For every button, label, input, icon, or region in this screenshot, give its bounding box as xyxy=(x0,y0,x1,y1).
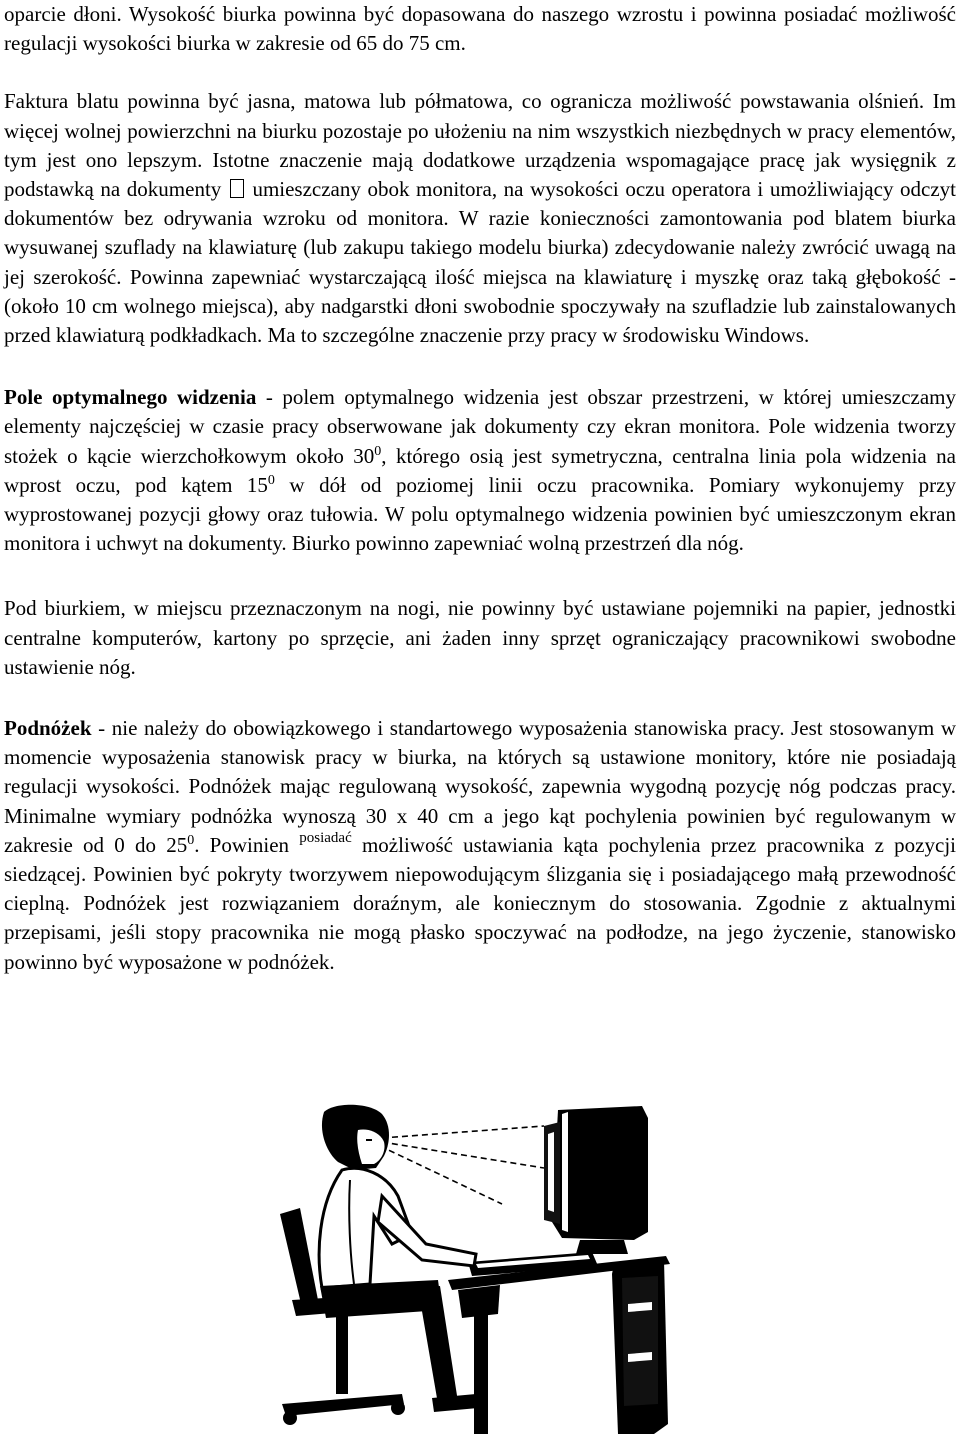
paragraph-under-desk: Pod biurkiem, w miejscu przeznaczonym na nogi, nie powinny być ustawiane pojemniki na papier, jednostki centralne komputerów, kartony po sprzęcie, ani żaden inny sprzęt ograniczający pracownikowi swobodne ustawienie nóg. xyxy=(4,596,956,679)
paragraph-desk-height: oparcie dłoni. Wysokość biurka powinna być dopasowana do naszego wzrostu i powinna posiadać możliwość regulacji wysokości biurka w zakresie od 65 do 75 cm. xyxy=(4,2,956,56)
paragraph-footrest: Podnóżek - nie należy do obowiązkowego i standartowego wyposażenia stanowiska pracy. Jest stosowanym w momencie wyposażenia stanowisk pracy w biurka, na których są ustawione monitory, które nie posiadają regulacji wysokości. Podnóżek mając regulowaną wysokość, zapewnia wygodną pozycję nóg podczas pracy. Minimalne wymiary podnóżka wynoszą 30 x 40 cm a jego kąt pochylenia powinien być regulowanym w zakresie od 0 do $25^0$. Powinien $^{posiadać}$ możliwość ustawiania kąta pochylenia przez pracownika z pozycji siedzącej. Powinien być pokryty tworzywem niepowodującym ślizgania się i posiadającego małą przewodność cieplną. Podnóżek jest rozwiązaniem doraźnym, ale koniecznym do stosowania. Zgodnie z aktualnymi przepisami, jeśli stopy pracownika nie mogą płasko spoczywać na podłodze, na jego życzenie, stanowisko powinno być wyposażone w podnóżek. xyxy=(4,716,956,974)
vision-lines xyxy=(380,1126,544,1204)
term-footrest: Podnóżek xyxy=(4,716,92,741)
document-page xyxy=(4,0,956,977)
term-optimal-vision-field: Pole optymalnego widzenia xyxy=(4,385,257,410)
paragraph-optimal-vision-field: Pole optymalnego widzenia - polem optymalnego widzenia jest obszar przestrzeni, w której umieszczamy elementy najczęściej w czasie pracy obserwowane jak dokumenty czy ekran monitora. Pole widzenia tworzy stożek o kącie wierzchołkowym około $30^0$, którego osią jest symetryczna, centralna linia pola widzenia na wprost oczu, pod kątem $15^0$ w dół od poziomej linii oczu pracownika. Pomiary wykonujemy przy wyprostowanej pozycji głowy oraz tułowia. W polu optymalnego widzenia powinien być umieszczonym ekran monitora i uchwyt na dokumenty. Biurko powinno zapewniać wolną przestrzeń dla nóg. xyxy=(4,385,956,556)
missing-glyph-icon xyxy=(230,179,244,198)
workstation-illustration xyxy=(262,1104,674,1436)
desk-icon xyxy=(448,1256,670,1434)
paragraph-desk-surface: Faktura blatu powinna być jasna, matowa lub półmatowa, co ogranicza możliwość powstawania olśnień. Im więcej wolnej powierzchni na biurku pozostaje po ułożeniu na nim wszystkich niezbędnych w pracy elementów, tym jest ono lepszym. Istotne znaczenie mają dodatkowe urządzenia wspomagające pracę jak wysięgnik z podstawką na dokumenty umieszczany obok monitora, na wysokości oczu operatora i umożliwiający odczyt dokumentów bez odrywania wzroku od monitora. W razie konieczności zamontowania pod blatem biurka wysuwanej szuflady na klawiaturę (lub zakupu takiego modelu biurka) zdecydowanie należy zwrócić uwagą na jej szerokość. Powinna zapewniać wystarczającą ilość miejsca na klawiaturę i myszkę oraz taką głębokość - (około 10 cm wolnego miejsca), aby nadgarstki dłoni swobodnie spoczywały na szufladzie lub zainstalowanych przed klawiaturą podkładkach. Ma to szczególne znaczenie przy pracy w środowisku Windows. xyxy=(4,89,956,348)
monitor-icon xyxy=(544,1106,648,1254)
